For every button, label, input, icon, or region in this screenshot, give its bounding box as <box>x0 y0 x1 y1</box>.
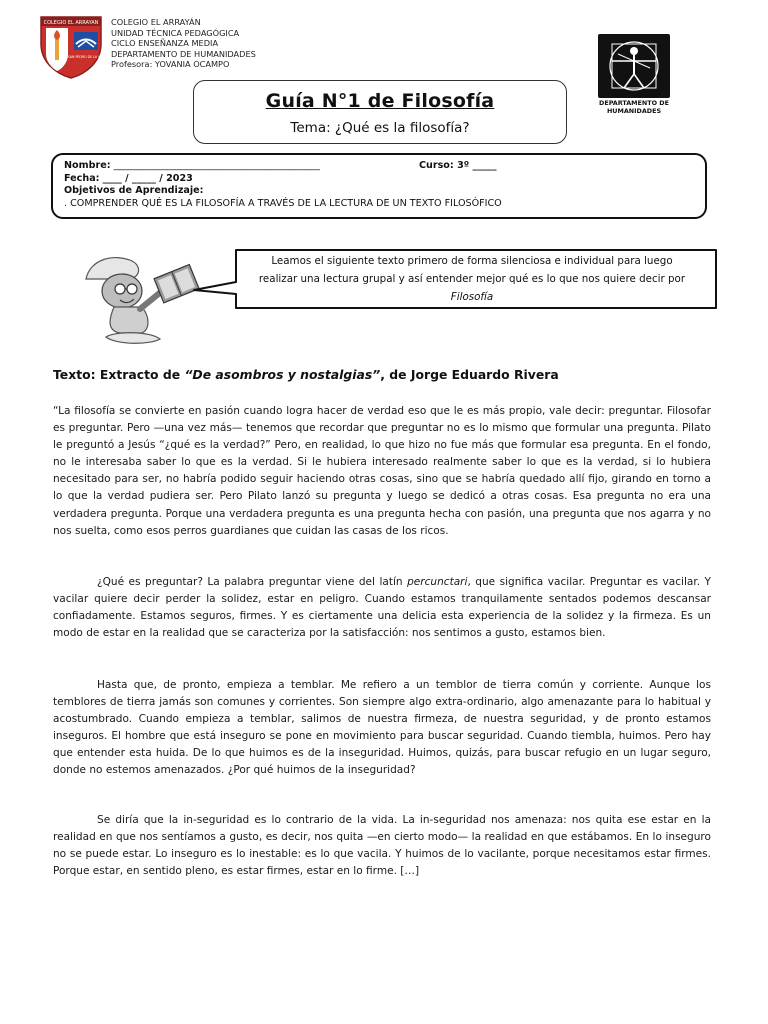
course-row <box>419 160 497 173</box>
school-teacher: Profesora: YOVANIA OCAMPO <box>111 59 230 70</box>
instruction-speech-bubble <box>190 248 720 312</box>
school-logo <box>38 14 104 80</box>
department-logo <box>596 34 672 116</box>
name-row <box>64 160 705 173</box>
objectives-label-row <box>64 185 705 198</box>
smurf-reading-illustration <box>80 245 200 349</box>
name-field[interactable]: ___________________________________________ <box>113 160 320 171</box>
school-header-lines <box>111 17 256 70</box>
guide-topic: Tema: ¿Qué es la filosofía? <box>290 120 470 136</box>
objectives-label: Objetivos de Aprendizaje: <box>64 185 204 197</box>
name-label: Nombre: <box>64 160 111 171</box>
vitruvian-man-icon <box>598 34 670 98</box>
date-row <box>64 173 705 186</box>
department-logo-label: DEPARTAMENTO DE HUMANIDADES <box>599 99 669 115</box>
date-label: Fecha: <box>64 172 100 184</box>
reading-paragraph-2: ¿Qué es preguntar? La palabra preguntar viene del latín percunctari, que significa vacilar. Preguntar es vacilar. Y vacilar quiere decir perder la solidez, estar en peligro. Cuando estamos tranquilamente sentados podemos descansar confiadamente. Estamos seguros, firmes. Y es ciertamente una delicia esta experiencia de la solidez y la firmeza. Es un modo de estar en la realidad que se caracteriza por la satisfacción: nos sentimos a gusto, estamos bien. <box>53 576 711 640</box>
school-unit: UNIDAD TÉCNICA PEDAGÓGICA <box>111 27 240 38</box>
reading-work-title: “De asombros y nostalgias” <box>184 367 381 382</box>
course-field[interactable]: _____ <box>472 160 497 171</box>
reading-paragraph-4: Se diría que la in-seguridad es lo contrario de la vida. La in-seguridad nos amenaza: nos quita ese estar en la realidad en que nos sentíamos a gusto, es decir, nos quita —en cierto modo— la realidad en que estábamos. En lo inseguro no se puede estar. Lo inseguro es lo inestable: es lo que vacila. Y huimos de lo vacilante, porque necesitamos estar firmes. Porque estar, en sentido pleno, es estar firmes, estar en lo firme. […] <box>53 814 711 878</box>
student-info-box <box>51 153 707 219</box>
logo-text: COLEGIO EL ARRAYAN <box>43 20 99 26</box>
reading-paragraph-1: “La filosofía se convierte en pasión cuando logra hacer de verdad eso que le es más propio, vale decir: preguntar. Filosofar es preguntar. Pero —una vez más— tenemos que recordar que preguntar no es lo mismo que formular una pregunta. Pilato le preguntó a Jesús “¿qué es la verdad?” Pero, en realidad, lo que hizo no fue más que formular esa pregunta. En el fondo, no le interesaba saber lo que es la verdad. Si le hubiera interesado realmente saber lo que es la verdad, si lo hubiera necesitado para ser, no habría podido seguir haciendo otras cosas, sino que se habría quedado allí fijo, girando en torno a lo que la verdad pudiera ser. Pero Pilato lanzó su pregunta y luego se dedicó a otras cosas. Esa pregunta no era una verdadera pregunta. Porque una verdadera pregunta es una pregunta hecha con pasión, una pregunta que nos agarra y no nos suelta, como esos perros guardianes que cuidan las casas de los ricos. <box>53 405 711 537</box>
school-department: DEPARTAMENTO DE HUMANIDADES <box>111 48 256 59</box>
instruction-text: Leamos el siguiente texto primero de forma silenciosa e individual para luego realizar una lectura grupal y así entender mejor qué es lo que nos quiere decir por Filosofía <box>258 255 686 303</box>
school-name: COLEGIO EL ARRAYÁN <box>111 17 201 27</box>
logo-motto: SAN PEDRO DE LA PAZ <box>67 55 104 59</box>
objective-item: . COMPRENDER QUÉ ES LA FILOSOFÍA A TRAVÉS DE LA LECTURA DE UN TEXTO FILOSÓFICO <box>64 197 502 209</box>
reading-paragraph-3: Hasta que, de pronto, empieza a temblar. Me refiero a un temblor de tierra común y corriente. Aunque los temblores de tierra jamás son comunes y corrientes. Son siempre algo extra-ordinario, algo amenazante para lo habitual y acostumbrado. Cuando empieza a temblar, salimos de nuestra firmeza, de nuestra seguridad, y de pronto estamos inseguros. El hombre que está inseguro se pone en movimiento para buscar seguridad. Cuando tiembla, huimos. Pero hay que entender esta huida. De lo que huimos es de la inseguridad. Huimos, quizás, para buscar refugio en un lugar seguro, donde no estemos amenazados. ¿Por qué huimos de la inseguridad? <box>53 679 711 777</box>
date-field[interactable]: ____ / _____ / 2023 <box>102 172 193 184</box>
guide-title: Guía N°1 de Filosofía <box>265 90 495 112</box>
course-label: Curso: 3º <box>419 160 470 171</box>
guide-title-box <box>193 80 567 144</box>
school-cycle: CICLO ENSEÑANZA MEDIA <box>111 38 219 49</box>
reading-title: Texto: Extracto de “De asombros y nostalgias”, de Jorge Eduardo Rivera <box>53 367 559 382</box>
